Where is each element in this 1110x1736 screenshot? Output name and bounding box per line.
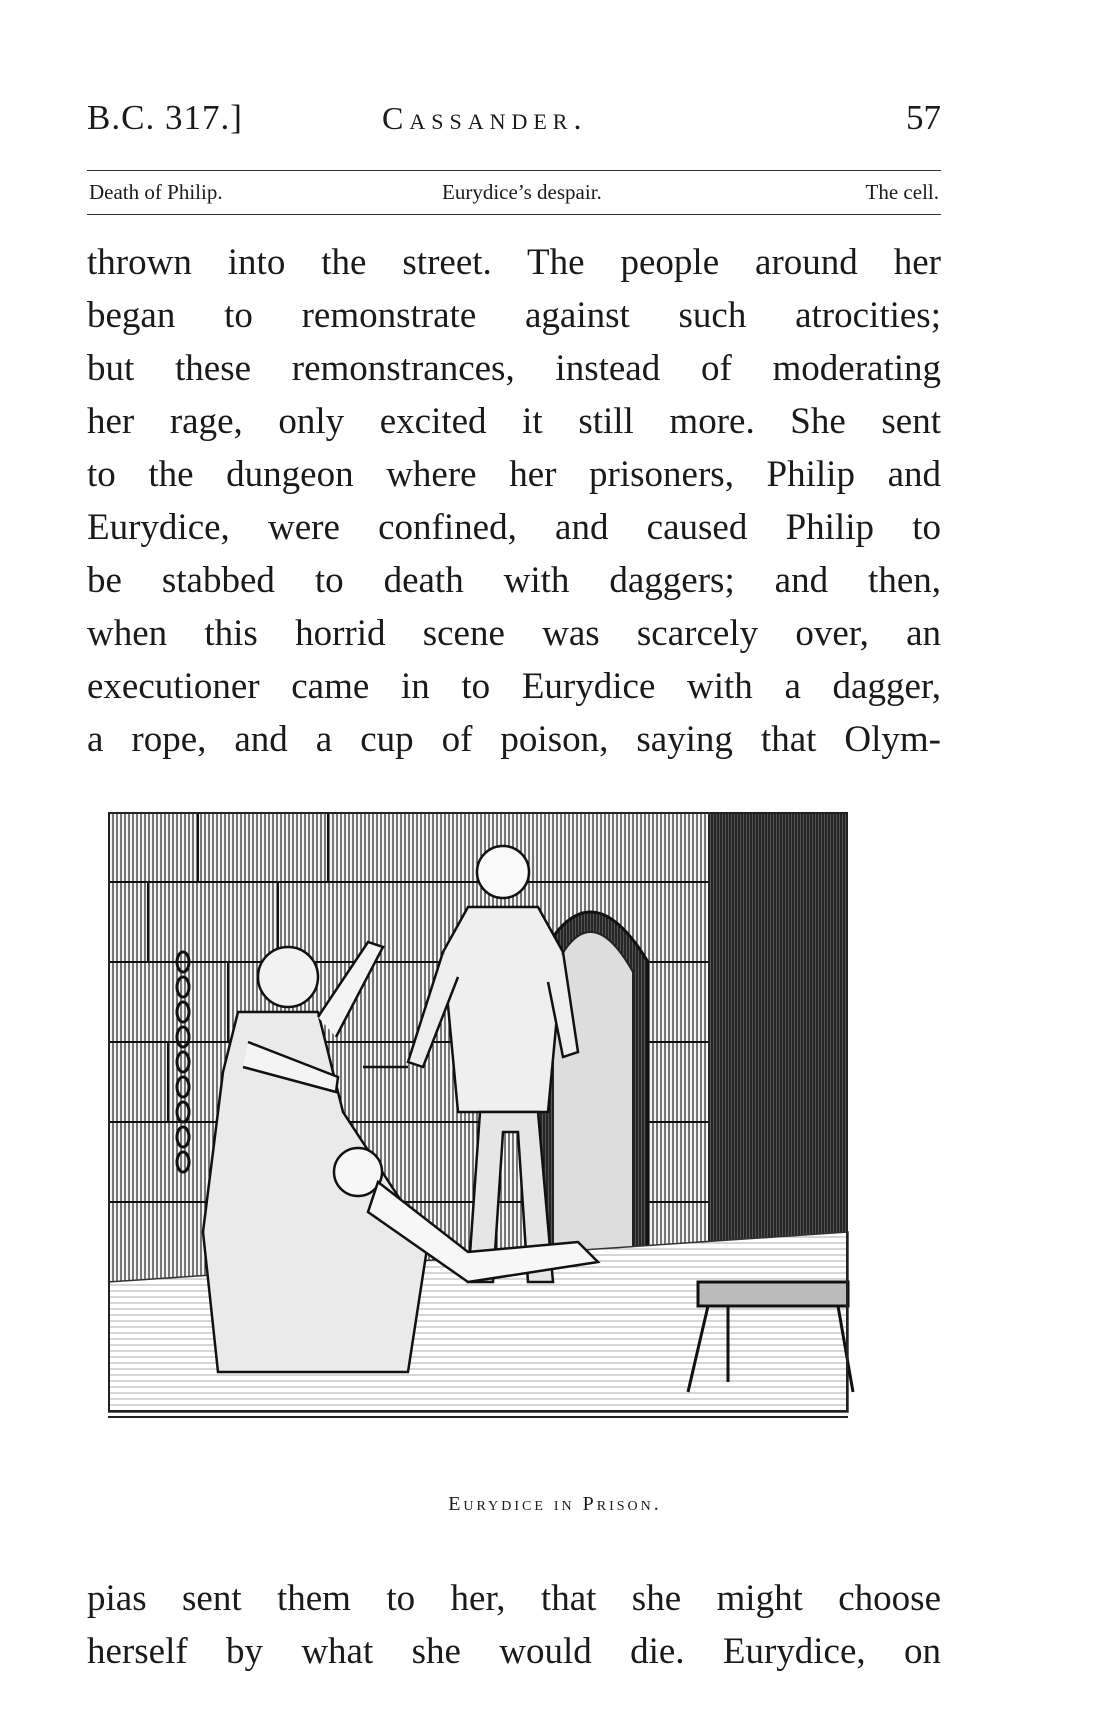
text-line: began to remonstrate against such atrocities;	[87, 295, 941, 336]
text-line: pias sent them to her, that she might choose	[87, 1578, 941, 1619]
paragraph-before-figure	[87, 236, 941, 766]
engraving-eurydice-in-prison	[108, 812, 928, 1472]
text-line: when this horrid scene was scarcely over, an	[87, 613, 941, 654]
page-number: 57	[906, 98, 941, 137]
text-line: to the dungeon where her prisoners, Philip and	[87, 454, 941, 495]
side-note-right: The cell.	[865, 180, 939, 204]
paragraph-after-figure	[87, 1572, 941, 1678]
header-title: Cassander.	[382, 100, 588, 136]
header-rule-top	[87, 170, 941, 171]
figure-caption: Eurydice in Prison.	[448, 1493, 662, 1515]
text-line: Eurydice, were confined, and caused Philip to	[87, 507, 941, 548]
header-rule-bottom	[87, 214, 941, 215]
side-notes	[87, 178, 941, 210]
text-line: her rage, only excited it still more. She sent	[87, 401, 941, 442]
text-line: herself by what she would die. Eurydice, on	[87, 1631, 941, 1672]
text-line: be stabbed to death with daggers; and then,	[87, 560, 941, 601]
text-line: thrown into the street. The people around her	[87, 242, 941, 283]
text-line: but these remonstrances, instead of moderating	[87, 348, 941, 389]
text-line: a rope, and a cup of poison, saying that Olym-	[87, 719, 941, 760]
side-note-center: Eurydice’s despair.	[442, 180, 602, 204]
running-head	[87, 98, 941, 148]
header-date: B.C. 317.]	[87, 98, 243, 137]
text-line: executioner came in to Eurydice with a dagger,	[87, 666, 941, 707]
side-note-left: Death of Philip.	[89, 180, 223, 204]
